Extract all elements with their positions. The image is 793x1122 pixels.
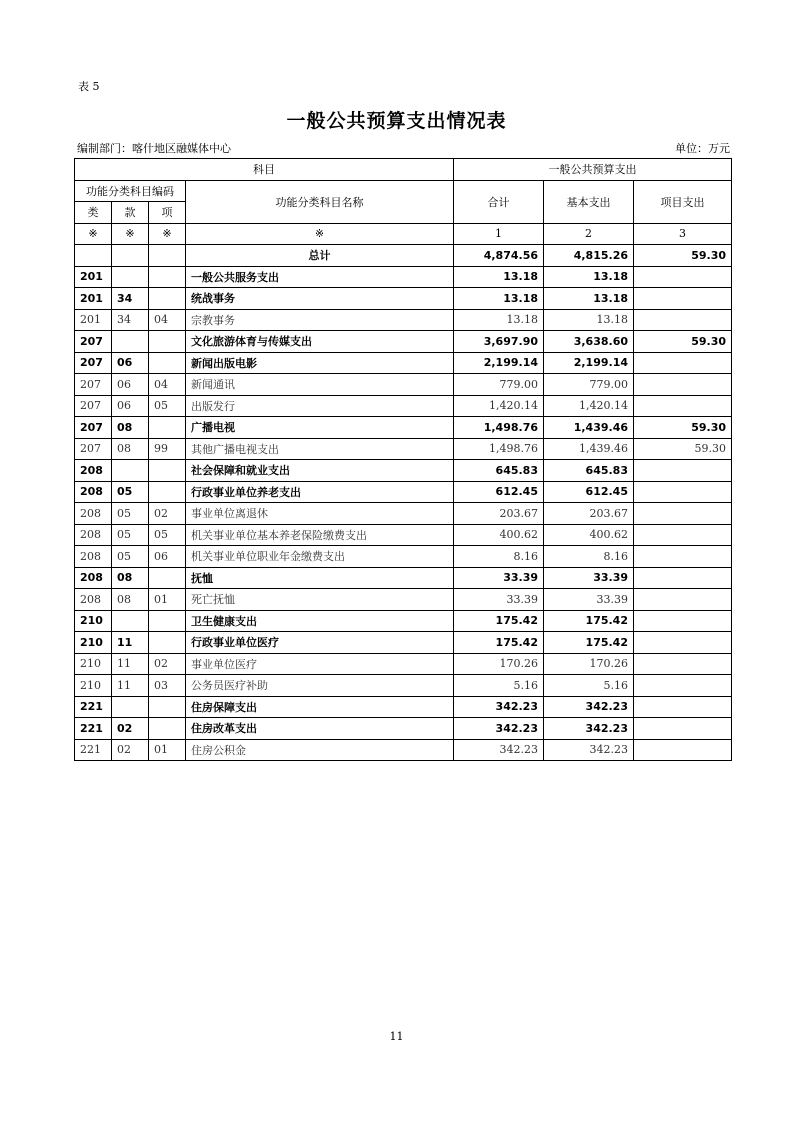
cell-xiang xyxy=(149,718,186,740)
table-row xyxy=(75,589,732,611)
cell-project xyxy=(634,546,732,568)
table-row xyxy=(75,653,732,675)
cell-lei: 207 xyxy=(75,352,112,374)
cell-project: 59.30 xyxy=(634,417,732,439)
table-row xyxy=(75,718,732,740)
table-row xyxy=(75,245,732,267)
cell-kuan xyxy=(112,460,149,482)
header-xiang: 项 xyxy=(149,202,186,224)
cell-kuan: 05 xyxy=(112,503,149,525)
table-row xyxy=(75,309,732,331)
cell-total: 1,498.76 xyxy=(454,438,544,460)
cell-total: 13.18 xyxy=(454,309,544,331)
cell-xiang: 02 xyxy=(149,503,186,525)
header-project: 项目支出 xyxy=(634,180,732,223)
cell-kuan: 05 xyxy=(112,546,149,568)
cell-total: 4,874.56 xyxy=(454,245,544,267)
cell-total: 612.45 xyxy=(454,481,544,503)
cell-project xyxy=(634,718,732,740)
cell-basic: 342.23 xyxy=(544,739,634,761)
marker-lei: ※ xyxy=(75,223,112,245)
cell-name: 其他广播电视支出 xyxy=(186,438,454,460)
cell-lei: 207 xyxy=(75,374,112,396)
cell-kuan: 08 xyxy=(112,438,149,460)
cell-name: 住房保障支出 xyxy=(186,696,454,718)
cell-lei: 201 xyxy=(75,309,112,331)
table-row xyxy=(75,288,732,310)
cell-kuan: 05 xyxy=(112,481,149,503)
cell-project xyxy=(634,503,732,525)
table-row xyxy=(75,438,732,460)
cell-name: 机关事业单位职业年金缴费支出 xyxy=(186,546,454,568)
cell-total: 170.26 xyxy=(454,653,544,675)
table-row xyxy=(75,546,732,568)
cell-project: 59.30 xyxy=(634,331,732,353)
cell-project xyxy=(634,309,732,331)
table-row xyxy=(75,632,732,654)
cell-basic: 1,439.46 xyxy=(544,438,634,460)
cell-name: 新闻通讯 xyxy=(186,374,454,396)
page-number: 11 xyxy=(389,1030,404,1043)
cell-total: 8.16 xyxy=(454,546,544,568)
cell-basic: 4,815.26 xyxy=(544,245,634,267)
cell-project xyxy=(634,675,732,697)
cell-lei: 208 xyxy=(75,567,112,589)
table-row xyxy=(75,567,732,589)
cell-kuan: 11 xyxy=(112,653,149,675)
cell-kuan: 02 xyxy=(112,718,149,740)
cell-basic: 400.62 xyxy=(544,524,634,546)
cell-kuan: 05 xyxy=(112,524,149,546)
cell-kuan xyxy=(112,610,149,632)
cell-basic: 33.39 xyxy=(544,589,634,611)
cell-lei: 210 xyxy=(75,610,112,632)
cell-total: 1,420.14 xyxy=(454,395,544,417)
cell-basic: 645.83 xyxy=(544,460,634,482)
cell-basic: 13.18 xyxy=(544,288,634,310)
cell-xiang: 02 xyxy=(149,653,186,675)
cell-project: 59.30 xyxy=(634,438,732,460)
cell-xiang: 06 xyxy=(149,546,186,568)
cell-project xyxy=(634,481,732,503)
cell-total: 779.00 xyxy=(454,374,544,396)
unit-label: 单位：万元 xyxy=(675,142,730,155)
cell-xiang xyxy=(149,245,186,267)
cell-xiang xyxy=(149,481,186,503)
cell-kuan xyxy=(112,245,149,267)
marker-name: ※ xyxy=(186,223,454,245)
table-row xyxy=(75,395,732,417)
table-row xyxy=(75,374,732,396)
cell-project xyxy=(634,288,732,310)
cell-name: 公务员医疗补助 xyxy=(186,675,454,697)
cell-kuan: 34 xyxy=(112,288,149,310)
table-row xyxy=(75,266,732,288)
cell-name: 行政事业单位养老支出 xyxy=(186,481,454,503)
table-row xyxy=(75,503,732,525)
header-row-2 xyxy=(75,180,732,202)
marker-row xyxy=(75,223,732,245)
cell-basic: 33.39 xyxy=(544,567,634,589)
cell-lei: 208 xyxy=(75,524,112,546)
marker-project: 3 xyxy=(634,223,732,245)
marker-basic: 2 xyxy=(544,223,634,245)
table-row xyxy=(75,481,732,503)
cell-lei: 207 xyxy=(75,395,112,417)
cell-total: 3,697.90 xyxy=(454,331,544,353)
cell-total: 2,199.14 xyxy=(454,352,544,374)
cell-kuan xyxy=(112,696,149,718)
cell-name: 一般公共服务支出 xyxy=(186,266,454,288)
cell-total: 203.67 xyxy=(454,503,544,525)
cell-name: 抚恤 xyxy=(186,567,454,589)
cell-lei: 221 xyxy=(75,718,112,740)
cell-xiang xyxy=(149,460,186,482)
cell-basic: 3,638.60 xyxy=(544,331,634,353)
cell-total: 5.16 xyxy=(454,675,544,697)
header-subject: 科目 xyxy=(75,159,454,181)
cell-xiang: 05 xyxy=(149,524,186,546)
cell-name: 卫生健康支出 xyxy=(186,610,454,632)
cell-lei: 208 xyxy=(75,460,112,482)
header-code-group: 功能分类科目编码 xyxy=(75,180,186,202)
table-row xyxy=(75,675,732,697)
cell-basic: 175.42 xyxy=(544,632,634,654)
cell-lei: 207 xyxy=(75,331,112,353)
cell-project: 59.30 xyxy=(634,245,732,267)
cell-kuan: 08 xyxy=(112,417,149,439)
cell-lei: 208 xyxy=(75,546,112,568)
cell-project xyxy=(634,589,732,611)
cell-project xyxy=(634,696,732,718)
table-row xyxy=(75,524,732,546)
cell-name: 社会保障和就业支出 xyxy=(186,460,454,482)
marker-kuan: ※ xyxy=(112,223,149,245)
cell-total: 645.83 xyxy=(454,460,544,482)
table-row xyxy=(75,696,732,718)
cell-xiang: 01 xyxy=(149,739,186,761)
cell-project xyxy=(634,460,732,482)
cell-lei xyxy=(75,245,112,267)
header-total: 合计 xyxy=(454,180,544,223)
cell-kuan: 06 xyxy=(112,352,149,374)
cell-basic: 342.23 xyxy=(544,696,634,718)
cell-project xyxy=(634,266,732,288)
cell-project xyxy=(634,374,732,396)
cell-lei: 221 xyxy=(75,696,112,718)
marker-xiang: ※ xyxy=(149,223,186,245)
cell-total: 33.39 xyxy=(454,567,544,589)
cell-name: 住房公积金 xyxy=(186,739,454,761)
cell-name: 广播电视 xyxy=(186,417,454,439)
cell-lei: 210 xyxy=(75,675,112,697)
cell-name: 统战事务 xyxy=(186,288,454,310)
cell-kuan xyxy=(112,331,149,353)
cell-lei: 210 xyxy=(75,653,112,675)
cell-xiang: 99 xyxy=(149,438,186,460)
cell-total: 13.18 xyxy=(454,288,544,310)
header-lei: 类 xyxy=(75,202,112,224)
cell-basic: 5.16 xyxy=(544,675,634,697)
cell-kuan: 11 xyxy=(112,675,149,697)
cell-kuan: 08 xyxy=(112,567,149,589)
cell-kuan xyxy=(112,266,149,288)
cell-xiang: 04 xyxy=(149,374,186,396)
cell-lei: 208 xyxy=(75,481,112,503)
cell-total: 342.23 xyxy=(454,696,544,718)
cell-kuan: 02 xyxy=(112,739,149,761)
cell-basic: 170.26 xyxy=(544,653,634,675)
cell-kuan: 06 xyxy=(112,374,149,396)
cell-project xyxy=(634,524,732,546)
cell-total: 33.39 xyxy=(454,589,544,611)
cell-lei: 201 xyxy=(75,266,112,288)
cell-total: 342.23 xyxy=(454,739,544,761)
cell-xiang xyxy=(149,288,186,310)
cell-total: 175.42 xyxy=(454,632,544,654)
cell-total: 342.23 xyxy=(454,718,544,740)
cell-lei: 208 xyxy=(75,503,112,525)
cell-xiang xyxy=(149,352,186,374)
cell-name: 事业单位医疗 xyxy=(186,653,454,675)
cell-total: 1,498.76 xyxy=(454,417,544,439)
cell-basic: 1,439.46 xyxy=(544,417,634,439)
cell-project xyxy=(634,632,732,654)
cell-xiang: 01 xyxy=(149,589,186,611)
table-row xyxy=(75,610,732,632)
cell-lei: 221 xyxy=(75,739,112,761)
cell-total: 175.42 xyxy=(454,610,544,632)
budget-table xyxy=(74,158,732,761)
cell-name: 文化旅游体育与传媒支出 xyxy=(186,331,454,353)
cell-lei: 207 xyxy=(75,417,112,439)
cell-xiang xyxy=(149,266,186,288)
cell-xiang xyxy=(149,632,186,654)
cell-basic: 342.23 xyxy=(544,718,634,740)
header-kuan: 款 xyxy=(112,202,149,224)
cell-xiang xyxy=(149,610,186,632)
table-row xyxy=(75,417,732,439)
cell-xiang xyxy=(149,696,186,718)
cell-total: 400.62 xyxy=(454,524,544,546)
cell-kuan: 11 xyxy=(112,632,149,654)
marker-total: 1 xyxy=(454,223,544,245)
cell-kuan: 34 xyxy=(112,309,149,331)
table-row xyxy=(75,460,732,482)
cell-lei: 207 xyxy=(75,438,112,460)
cell-basic: 13.18 xyxy=(544,266,634,288)
cell-basic: 779.00 xyxy=(544,374,634,396)
cell-xiang xyxy=(149,567,186,589)
cell-name: 宗教事务 xyxy=(186,309,454,331)
table-row xyxy=(75,331,732,353)
cell-total: 13.18 xyxy=(454,266,544,288)
cell-kuan: 06 xyxy=(112,395,149,417)
header-name: 功能分类科目名称 xyxy=(186,180,454,223)
cell-project xyxy=(634,739,732,761)
department-label: 编制部门：喀什地区融媒体中心 xyxy=(77,142,231,155)
cell-xiang xyxy=(149,331,186,353)
cell-name: 总计 xyxy=(186,245,454,267)
table-row xyxy=(75,352,732,374)
cell-name: 新闻出版电影 xyxy=(186,352,454,374)
cell-project xyxy=(634,352,732,374)
header-basic: 基本支出 xyxy=(544,180,634,223)
cell-lei: 201 xyxy=(75,288,112,310)
cell-name: 行政事业单位医疗 xyxy=(186,632,454,654)
cell-xiang: 05 xyxy=(149,395,186,417)
cell-basic: 203.67 xyxy=(544,503,634,525)
table-label: 表 5 xyxy=(78,80,100,93)
cell-lei: 210 xyxy=(75,632,112,654)
cell-name: 出版发行 xyxy=(186,395,454,417)
cell-project xyxy=(634,610,732,632)
header-budget: 一般公共预算支出 xyxy=(454,159,732,181)
table-row xyxy=(75,739,732,761)
cell-name: 事业单位离退休 xyxy=(186,503,454,525)
header-row-1 xyxy=(75,159,732,181)
cell-basic: 612.45 xyxy=(544,481,634,503)
cell-basic: 8.16 xyxy=(544,546,634,568)
cell-kuan: 08 xyxy=(112,589,149,611)
cell-project xyxy=(634,567,732,589)
cell-basic: 13.18 xyxy=(544,309,634,331)
cell-project xyxy=(634,653,732,675)
cell-name: 机关事业单位基本养老保险缴费支出 xyxy=(186,524,454,546)
cell-xiang: 03 xyxy=(149,675,186,697)
cell-name: 住房改革支出 xyxy=(186,718,454,740)
page-title: 一般公共预算支出情况表 xyxy=(286,110,507,132)
cell-project xyxy=(634,395,732,417)
cell-basic: 2,199.14 xyxy=(544,352,634,374)
cell-xiang: 04 xyxy=(149,309,186,331)
cell-basic: 175.42 xyxy=(544,610,634,632)
cell-lei: 208 xyxy=(75,589,112,611)
cell-xiang xyxy=(149,417,186,439)
cell-basic: 1,420.14 xyxy=(544,395,634,417)
cell-name: 死亡抚恤 xyxy=(186,589,454,611)
